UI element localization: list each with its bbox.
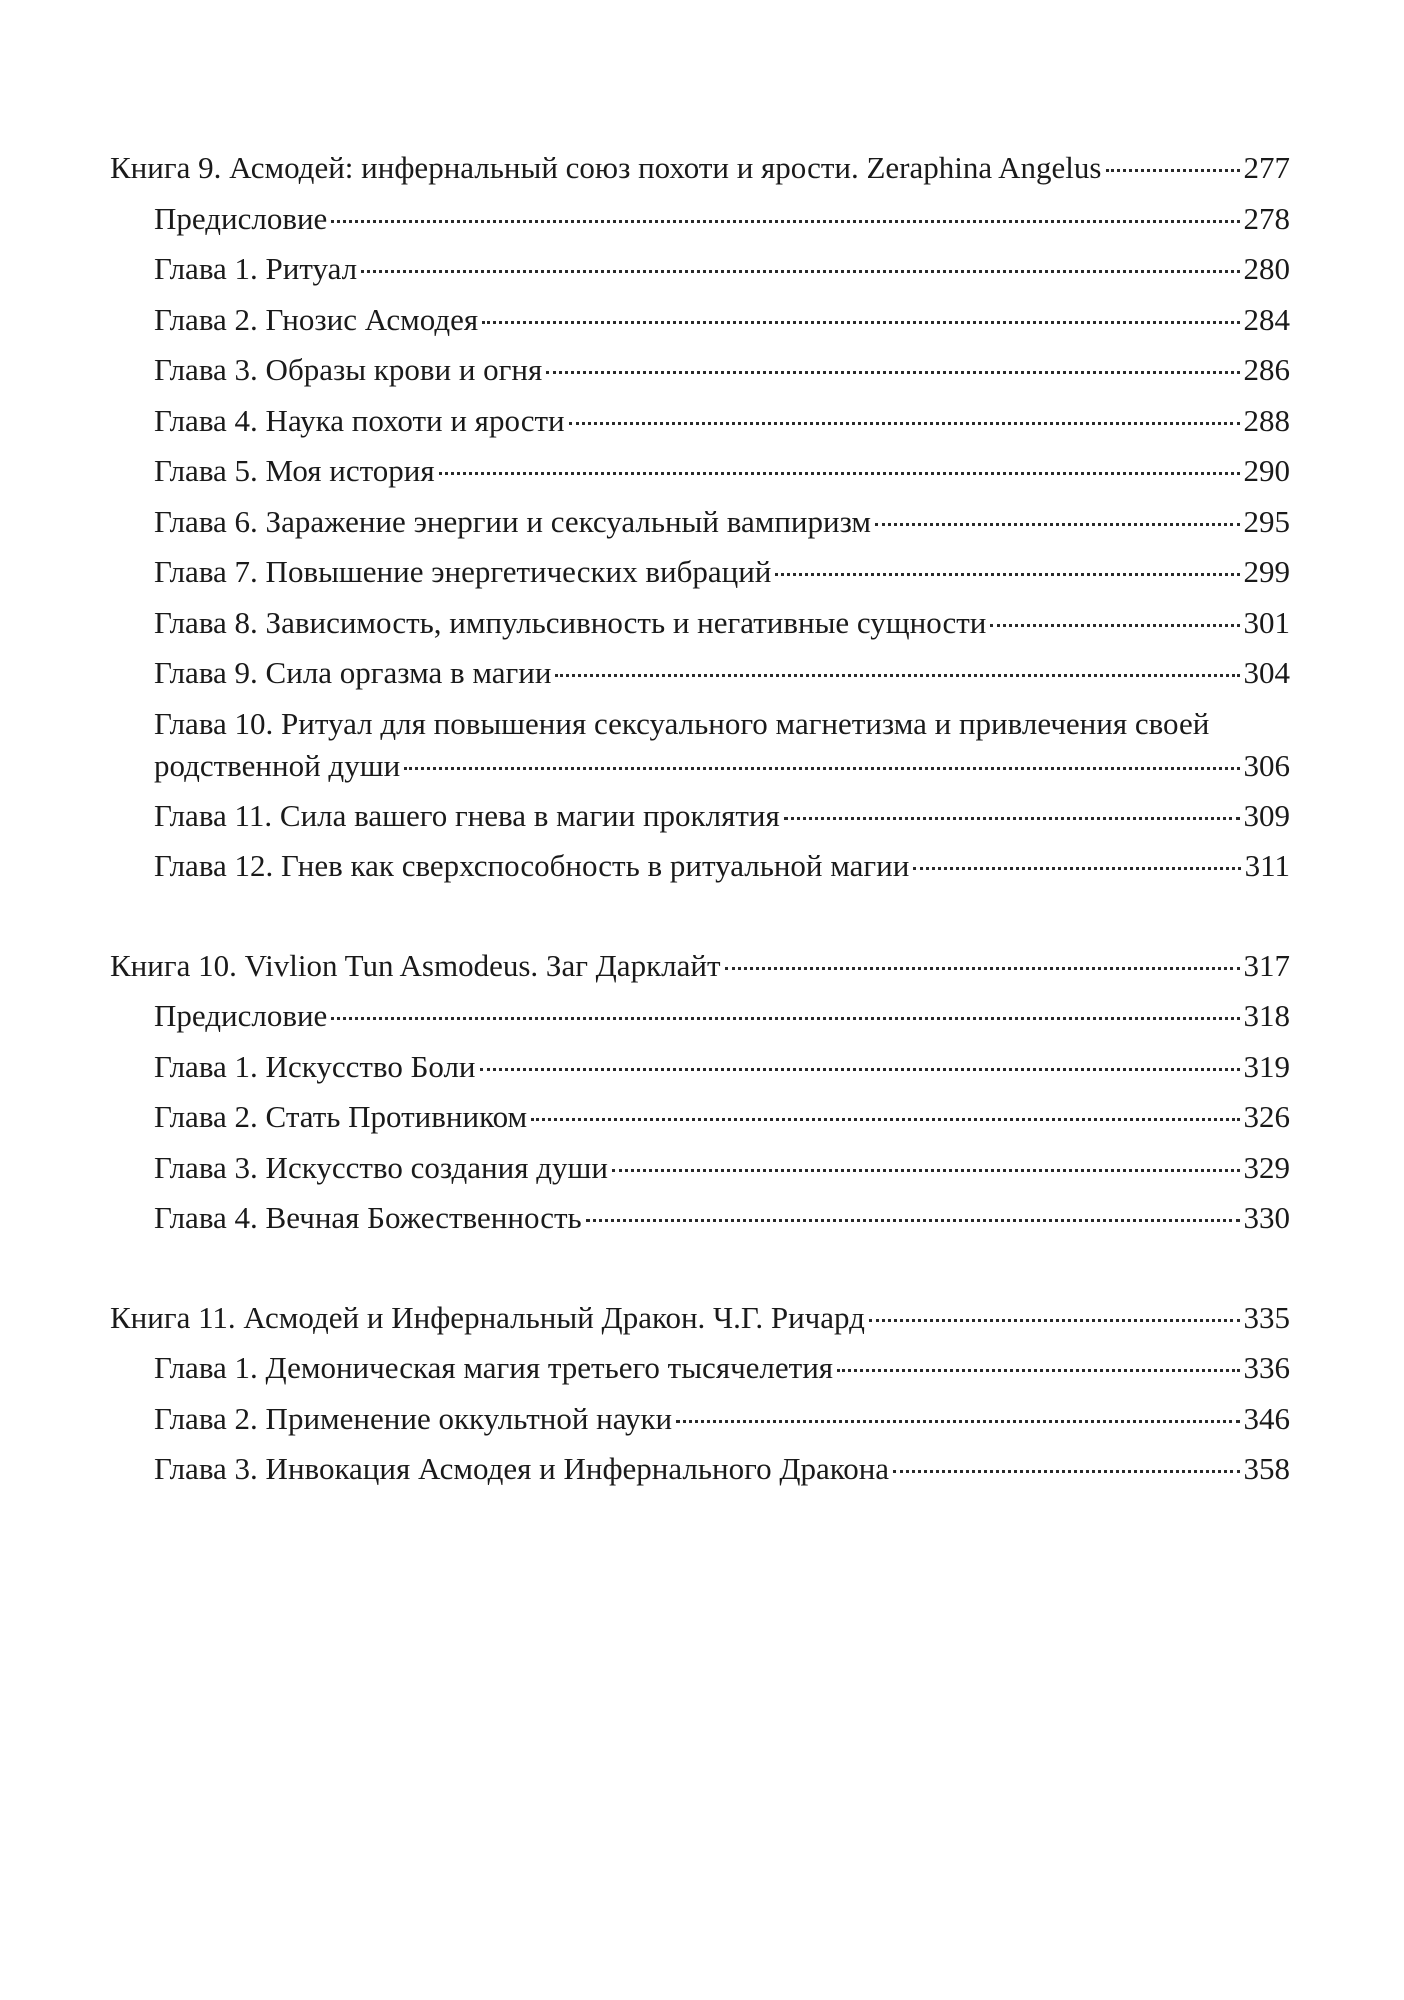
toc-section-book-10 xyxy=(110,941,1290,1244)
dot-leader xyxy=(331,1016,1239,1020)
dot-leader xyxy=(990,623,1239,627)
toc-chapter-entry xyxy=(110,1042,1290,1093)
toc-entry-title: Глава 2. Применение оккультной науки xyxy=(154,1400,673,1436)
toc-page-number: 311 xyxy=(1244,848,1290,883)
toc-book-heading xyxy=(110,941,1290,992)
dot-leader xyxy=(569,421,1240,425)
dot-leader xyxy=(676,1419,1239,1423)
dot-leader xyxy=(893,1469,1239,1473)
toc-chapter-entry xyxy=(110,1343,1290,1394)
toc-entry-title: Глава 7. Повышение энергетических вибраций xyxy=(154,554,772,589)
toc-entry-title: Глава 4. Вечная Божественность xyxy=(154,1200,582,1235)
dot-leader xyxy=(612,1168,1240,1172)
toc-page-number: 299 xyxy=(1243,554,1290,589)
toc-page-number: 329 xyxy=(1243,1149,1290,1185)
toc-page-number: 326 xyxy=(1243,1099,1290,1134)
toc-section-book-11 xyxy=(110,1293,1290,1495)
dot-leader xyxy=(1106,168,1240,172)
toc-chapter-entry xyxy=(110,547,1290,598)
dot-leader xyxy=(546,370,1239,374)
toc-chapter-entry xyxy=(110,244,1290,295)
toc-chapter-entry xyxy=(110,991,1290,1042)
toc-page-number: 330 xyxy=(1243,1200,1290,1235)
toc-page-number: 278 xyxy=(1243,200,1290,236)
toc-chapter-entry xyxy=(110,1193,1290,1244)
toc-page-number: 304 xyxy=(1243,655,1290,690)
toc-entry-title: Глава 5. Моя история xyxy=(154,453,435,488)
dot-leader xyxy=(784,816,1240,820)
toc-page-number: 290 xyxy=(1243,453,1290,488)
toc-entry-title: Книга 10. Vivlion Tun Asmodeus. Заг Дарклайт xyxy=(110,947,721,983)
toc-page-number: 280 xyxy=(1243,251,1290,286)
toc-book-heading xyxy=(110,1293,1290,1344)
dot-leader xyxy=(480,1067,1240,1071)
toc-entry-title: Глава 1. Демоническая магия третьего тысячелетия xyxy=(154,1350,834,1385)
toc-entry-title: Глава 1. Искусство Боли xyxy=(154,1048,476,1084)
dot-leader xyxy=(869,1318,1240,1322)
toc-entry-title: Глава 2. Гнозис Асмодея xyxy=(154,301,479,337)
table-of-contents xyxy=(110,143,1290,1544)
toc-entry-title: Глава 9. Сила оргазма в магии xyxy=(154,655,552,690)
toc-entry-title: Глава 3. Образы крови и огня xyxy=(154,352,543,387)
toc-page-number: 346 xyxy=(1243,1400,1290,1436)
toc-entry-title-line2: родственной души xyxy=(154,747,401,783)
toc-page-number: 319 xyxy=(1243,1048,1290,1084)
dot-leader xyxy=(913,866,1240,870)
toc-entry-title: Глава 12. Гнев как сверхспособность в ритуальной магии xyxy=(154,848,910,883)
toc-chapter-entry xyxy=(110,648,1290,699)
toc-chapter-entry xyxy=(110,791,1290,842)
dot-leader xyxy=(331,219,1239,223)
dot-leader xyxy=(361,269,1239,273)
toc-page-number: 286 xyxy=(1243,352,1290,387)
toc-page-number: 358 xyxy=(1243,1451,1290,1486)
toc-entry-title: Глава 4. Наука похоти и ярости xyxy=(154,402,565,438)
toc-chapter-entry xyxy=(110,1444,1290,1495)
toc-entry-title: Предисловие xyxy=(154,200,328,236)
toc-entry-title: Глава 3. Искусство создания души xyxy=(154,1149,608,1185)
toc-page-number: 295 xyxy=(1243,503,1290,539)
toc-page-number: 288 xyxy=(1243,402,1290,438)
toc-entry-title-line1: Глава 10. Ритуал для повышения сексуального магнетизма и привлечения своей xyxy=(154,705,1210,741)
toc-section-book-9 xyxy=(110,143,1290,892)
toc-entry-title: Книга 9. Асмодей: инфернальный союз похоти и ярости. Zeraphina Angelus xyxy=(110,150,1102,185)
toc-entry-title: Глава 1. Ритуал xyxy=(154,251,358,286)
toc-chapter-entry xyxy=(110,1092,1290,1143)
dot-leader xyxy=(875,522,1239,526)
dot-leader xyxy=(404,766,1239,770)
toc-page-number: 306 xyxy=(1243,747,1290,783)
toc-entry-title: Книга 11. Асмодей и Инфернальный Дракон. Ч.Г. Ричард xyxy=(110,1299,865,1335)
toc-chapter-entry xyxy=(110,1143,1290,1194)
toc-chapter-entry xyxy=(110,446,1290,497)
toc-chapter-entry xyxy=(110,396,1290,447)
toc-page-number: 335 xyxy=(1243,1299,1290,1335)
toc-book-heading xyxy=(110,143,1290,194)
dot-leader xyxy=(555,673,1239,677)
toc-page-number: 336 xyxy=(1243,1350,1290,1385)
toc-chapter-entry xyxy=(110,295,1290,346)
toc-entry-title: Глава 3. Инвокация Асмодея и Инфернального Дракона xyxy=(154,1451,890,1486)
dot-leader xyxy=(586,1218,1240,1222)
toc-page-number: 309 xyxy=(1243,797,1290,833)
toc-chapter-entry xyxy=(110,345,1290,396)
toc-entry-title: Глава 8. Зависимость, импульсивность и негативные сущности xyxy=(154,604,987,640)
dot-leader xyxy=(482,320,1239,324)
toc-entry-title: Глава 6. Заражение энергии и сексуальный вампиризм xyxy=(154,503,872,539)
toc-chapter-entry xyxy=(110,841,1290,892)
dot-leader xyxy=(725,966,1240,970)
toc-chapter-entry-multiline xyxy=(110,699,1290,791)
toc-chapter-entry xyxy=(110,598,1290,649)
toc-entry-line2 xyxy=(154,745,1290,791)
dot-leader xyxy=(837,1368,1239,1372)
toc-entry-title: Глава 2. Стать Противником xyxy=(154,1099,528,1134)
dot-leader xyxy=(775,572,1239,576)
toc-chapter-entry xyxy=(110,194,1290,245)
dot-leader xyxy=(439,471,1240,475)
toc-chapter-entry xyxy=(110,1394,1290,1445)
toc-page-number: 301 xyxy=(1243,604,1290,640)
toc-entry-title: Предисловие xyxy=(154,998,328,1033)
toc-page-number: 284 xyxy=(1243,301,1290,337)
toc-page-number: 318 xyxy=(1243,998,1290,1033)
toc-entry-title: Глава 11. Сила вашего гнева в магии проклятия xyxy=(154,797,780,833)
toc-chapter-entry xyxy=(110,497,1290,548)
toc-page-number: 277 xyxy=(1243,150,1290,185)
toc-page-number: 317 xyxy=(1243,947,1290,983)
dot-leader xyxy=(531,1117,1239,1121)
